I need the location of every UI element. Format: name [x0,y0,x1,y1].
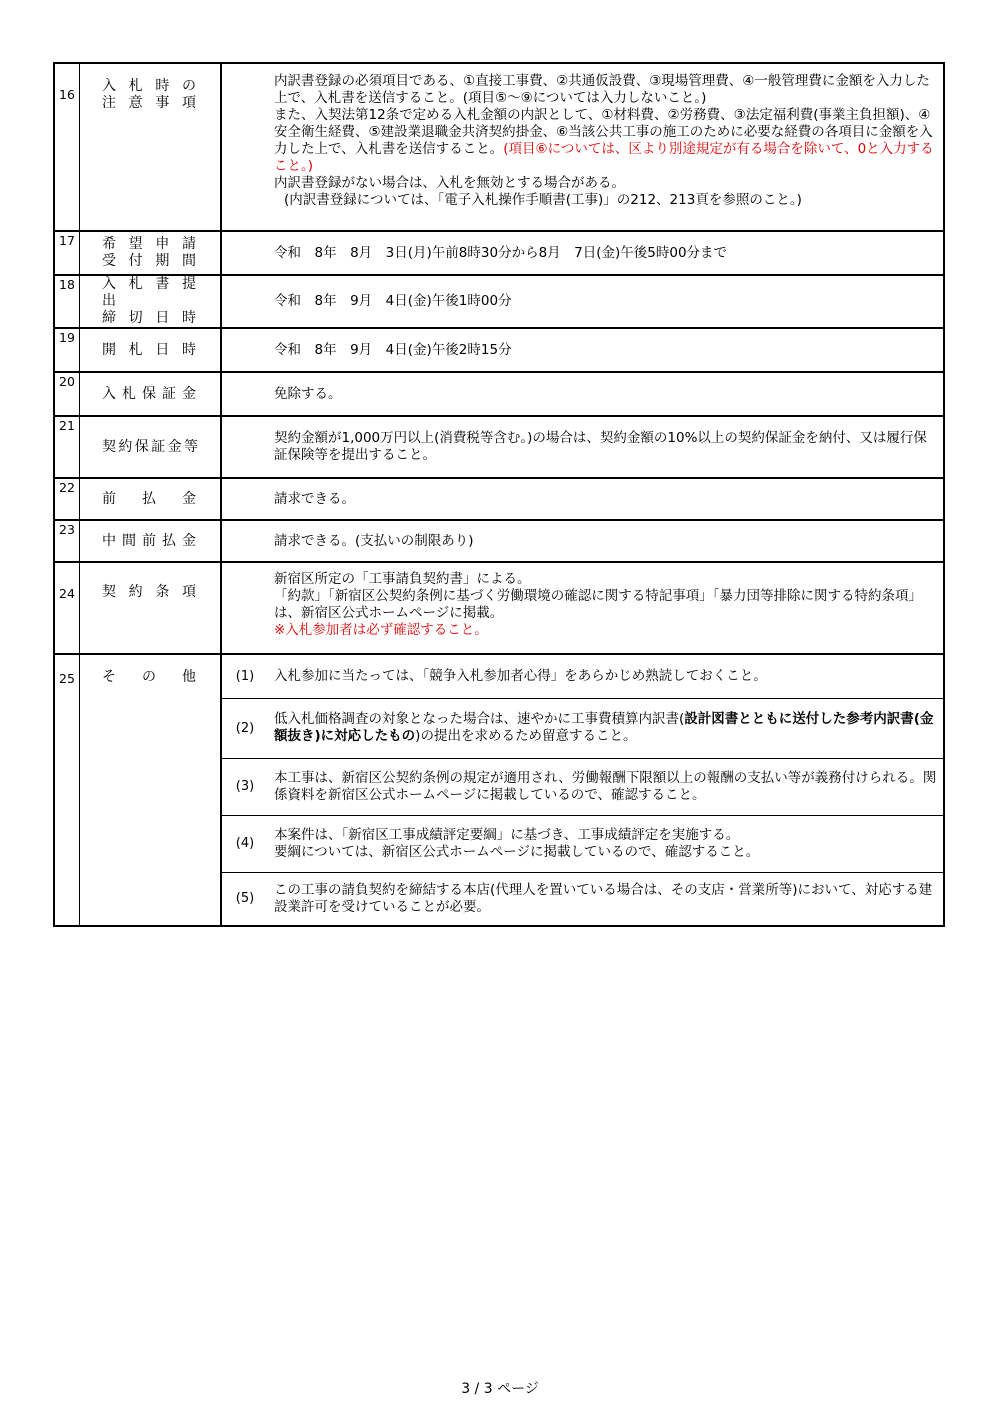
item-label-line: 注 意 事 項 [102,95,198,111]
list-item [222,655,943,698]
item-text: 令和 8年 9月 4日(金)午後2時15分 [274,341,512,358]
table-row [54,275,944,328]
bold-text: 設計図書とともに送付した参考内訳書(金額抜き)に対応したもの [274,711,934,744]
table-row [54,372,944,416]
table-row [54,416,944,478]
row-number: 24 [54,562,80,654]
sub-item-text: この工事の請負契約を締結する本店(代理人を置いている場合は、その支店・営業所等)において、対応する建設業許可を受けていることが必要。 [274,881,933,915]
item-content [221,562,944,654]
paragraph: (内訳書登録については、「電子入札操作手順書(工事)」の212、213頁を参照のこと。) [284,192,802,208]
item-label-line: 締 切 日 時 [102,310,198,326]
item-label [80,372,222,416]
item-label-line: 受 付 期 間 [102,253,198,269]
row-number: 25 [54,654,80,926]
warning-text: ※入札参加者は必ず確認すること。 [274,622,488,638]
spec-table [53,62,945,927]
item-label-text: 前 払 金 [102,490,198,507]
table-row [54,231,944,275]
sub-item-line: 本案件は、「新宿区工事成績評定要綱」に基づき、工事成績評定を実施する。 [274,826,740,843]
sub-item-number: (5) [235,891,255,907]
item-label-text: 入札保証金 [102,385,198,402]
paragraph: 内訳書登録がない場合は、入札を無効とする場合がある。 [274,175,625,191]
item-label-text: 中間前払金 [102,532,198,549]
item-label-text: 契 約 条 項 [102,584,198,600]
item-text: 令和 8年 9月 4日(金)午後1時00分 [274,293,512,309]
item-label [80,231,222,275]
sub-item-text: 入札参加に当たっては、「競争入札参加者心得」をあらかじめ熟読しておくこと。 [268,655,943,698]
sub-item-number: (2) [222,698,268,758]
sub-item-text: 本工事は、新宿区公契約条例の規定が適用され、労働報酬下限額以上の報酬の支払い等が義務付けられる。関係資料を新宿区公式ホームページに掲載しているので、確認すること。 [268,758,943,815]
item-label [80,562,222,654]
item-content [221,654,944,926]
row-number: 18 [54,275,80,328]
paragraph: 内訳書登録の必須項目である、①直接工事費、②共通仮設費、③現場管理費、④一般管理費に金額を入力した上で、入札書を送信すること。(項目⑤〜⑨については入力しないこと。) [274,73,930,106]
item-content [221,520,944,562]
list-item [222,872,943,925]
item-content [221,231,944,275]
item-content [221,275,944,328]
paragraph: 「約款」「新宿区公契約条例に基づく労働環境の確認に関する特記事項」「暴力団等排除に関する特約条項」は、新宿区公式ホームページに掲載。 [274,588,922,621]
sub-item-text: 低入札価格調査の対象となった場合は、速やかに工事費積算内訳書(設計図書とともに送付した参考内訳書(金額抜き)に対応したもの)の提出を求めるため留意すること。 [268,698,943,758]
row-number: 23 [54,520,80,562]
row-number: 20 [54,372,80,416]
table-row [54,520,944,562]
list-item [222,698,943,758]
item-label [80,654,222,926]
item-content [221,372,944,416]
row-number: 16 [54,63,80,231]
item-content [221,478,944,520]
table-row [54,328,944,372]
paragraph: また、入契法第12条で定める入札金額の内訳として、①材料費、②労務費、③法定福利費(事業主負担額)、④安全衛生経費、⑤建設業退職金共済契約掛金、⑥当該公共工事の施工のために必要な経費の各項目に金額を入力した上で、入札書を送信すること。(項目⑥については、区より別途規定が有る場合を除いて、0と入力すること。) [274,107,934,174]
sub-items [222,655,943,925]
item-text: 契約金額が1,000万円以上(消費税等含む。)の場合は、契約金額の10%以上の契約保証金を納付、又は履行保証保険等を提出すること。 [274,430,927,463]
item-content [221,416,944,478]
item-label [80,520,222,562]
item-text: 免除する。 [274,385,342,402]
item-label-text: 契約保証金等 [102,438,198,455]
item-text: 請求できる。(支払いの制限あり) [274,532,474,549]
sub-item-number: (4) [222,815,268,872]
sub-item-line: 要綱については、新宿区公式ホームページに掲載しているので、確認すること。 [274,843,760,860]
list-item [222,815,943,872]
item-label [80,478,222,520]
item-label [80,416,222,478]
item-content [221,63,944,231]
row-number: 19 [54,328,80,372]
item-text: 令和 8年 8月 3日(月)午前8時30分から8月 7日(金)午後5時00分まで [274,244,728,261]
table-row [54,478,944,520]
table-row [54,654,944,926]
item-label-text: 開 札 日 時 [102,341,198,358]
item-label-line: 希 望 申 請 [102,236,198,252]
item-label-line: 入 札 時 の [102,78,198,94]
page-number: 3 / 3 ページ [461,1381,539,1397]
warning-text: (項目⑥については、区より別途規定が有る場合を除いて、0と入力すること。) [274,141,934,174]
item-label [80,275,222,328]
sub-item-number: (1) [222,655,268,698]
item-label-text: そ の 他 [102,669,198,685]
item-text: 請求できる。 [274,490,355,507]
table-row [54,63,944,231]
item-label-line: 入 札 書 提 出 [102,276,198,309]
item-label [80,63,222,231]
table-row [54,562,944,654]
sub-item-number: (3) [222,758,268,815]
row-number: 21 [54,416,80,478]
row-number: 22 [54,478,80,520]
sub-item-text [268,815,943,872]
item-label [80,328,222,372]
row-number: 17 [54,231,80,275]
list-item [222,758,943,815]
paragraph: 新宿区所定の「工事請負契約書」による。 [274,571,531,587]
item-content [221,328,944,372]
